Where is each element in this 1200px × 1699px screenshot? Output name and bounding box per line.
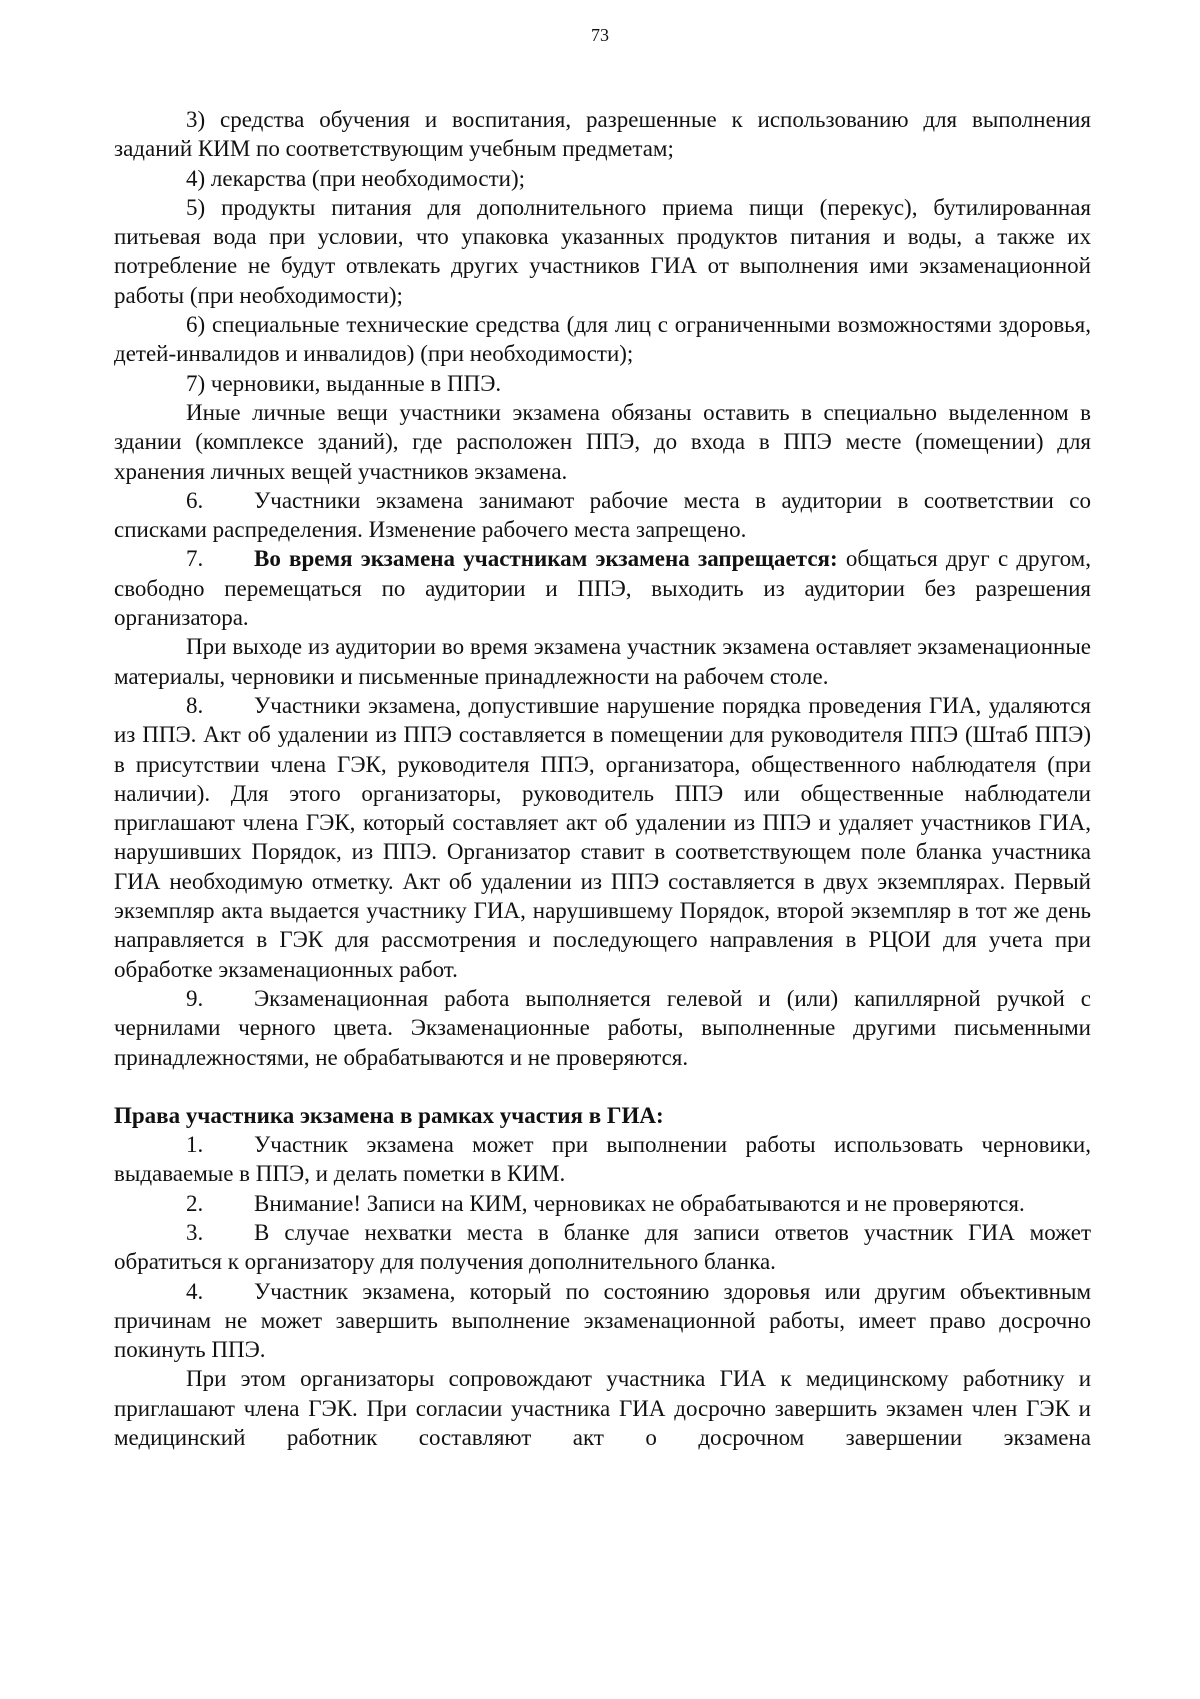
item-text: Участники экзамена занимают рабочие места в аудитории в соответствии со списками распределения. Изменение рабочего места запрещено. [114, 487, 1091, 543]
exit-note-paragraph: При выходе из аудитории во время экзамена участник экзамена оставляет экзаменационные материалы, черновики и письменные принадлежности на рабочем столе. [114, 634, 1091, 689]
final-paragraph: При этом организаторы сопровождают участника ГИА к медицинскому работнику и приглашают члена ГЭК. При согласии участника ГИА досрочно завершить экзамен член ГЭК и медицинский работник составляют акт о досрочном завершении экзамена [114, 1366, 1091, 1451]
rights-item-3 [114, 1218, 1091, 1277]
item-number: 3. [186, 1219, 204, 1245]
item-text: Экзаменационная работа выполняется гелевой и (или) капиллярной ручкой с чернилами черного цвета. Экзаменационные работы, выполненные другими письменными принадлежностями, не обрабатываются и не проверяются. [114, 985, 1091, 1070]
item-text: Участник экзамена, который по состоянию здоровья или другим объективным причинам не может завершить выполнение экзаменационной работы, имеет право досрочно покинуть ППЭ. [114, 1278, 1091, 1363]
item-number: 8. [186, 692, 204, 718]
list-item-6: 6) специальные технические средства (для лиц с ограниченными возможностями здоровья, детей-инвалидов и инвалидов) (при необходимости); [114, 312, 1091, 367]
numbered-item-9 [114, 984, 1091, 1072]
numbered-item-8 [114, 691, 1091, 984]
item-number: 1. [186, 1132, 204, 1158]
rights-item-1 [114, 1130, 1091, 1189]
item-text: общаться друг с другом, свободно перемещаться по аудитории и ППЭ, выходить из аудитории без разрешения организатора. [114, 546, 1091, 631]
list-item-4: 4) лекарства (при необходимости); [186, 165, 525, 191]
document-body [114, 105, 1091, 1452]
item-number: 9. [186, 985, 204, 1011]
item-number: 2. [186, 1190, 204, 1216]
list-item-7: 7) черновики, выданные в ППЭ. [186, 370, 502, 396]
list-item-5: 5) продукты питания для дополнительного приема пищи (перекус), бутилированная питьевая вода при условии, что упаковка указанных продуктов питания и воды, а также их потребление не будут отвлекать других участников ГИА от выполнения ими экзаменационной работы (при необходимости); [114, 194, 1091, 308]
rights-heading: Права участника экзамена в рамках участия в ГИА: [114, 1102, 664, 1128]
rights-item-2 [114, 1189, 1091, 1218]
page-number: 73 [591, 25, 609, 45]
section-spacer [114, 1072, 1091, 1101]
item-number: 7. [186, 546, 204, 572]
item-text: Участники экзамена, допустившие нарушение порядка проведения ГИА, удаляются из ППЭ. Акт об удалении из ППЭ составляется в помещении для руководителя ППЭ (Штаб ППЭ) в присутствии члена ГЭК, руководителя ППЭ, организатора, общественного наблюдателя (при наличии). Для этого организаторы, руководитель ППЭ или общественные наблюдатели приглашают члена ГЭК, который составляет акт об удалении из ППЭ и удаляет участников ГИА, нарушивших Порядок, из ППЭ. Организатор ставит в соответствующем поле бланка участника ГИА необходимую отметку. Акт об удалении из ППЭ составляется в двух экземплярах. Первый экземпляр акта выдается участнику ГИА, нарушившему Порядок, второй экземпляр в тот же день направляется в ГЭК для рассмотрения и последующего направления в РЦОИ для учета при обработке экзаменационных работ. [114, 692, 1091, 982]
item-text: Внимание! Записи на КИМ, черновиках не обрабатываются и не проверяются. [254, 1190, 1025, 1216]
item-bold-lead: Во время экзамена участникам экзамена запрещается: [254, 546, 838, 572]
item-text: В случае нехватки места в бланке для записи ответов участник ГИА может обратиться к организатору для получения дополнительного бланка. [114, 1219, 1091, 1275]
list-item-3: 3) средства обучения и воспитания, разрешенные к использованию для выполнения заданий КИМ по соответствующим учебным предметам; [114, 107, 1091, 162]
item-number: 6. [186, 487, 204, 513]
numbered-item-6 [114, 486, 1091, 545]
personal-items-paragraph: Иные личные вещи участники экзамена обязаны оставить в специально выделенном в здании (комплексе зданий), где расположен ППЭ, до входа в ППЭ месте (помещении) для хранения личных вещей участников экзамена. [114, 399, 1091, 484]
item-number: 4. [186, 1278, 204, 1304]
rights-item-4 [114, 1277, 1091, 1365]
item-text: Участник экзамена может при выполнении работы использовать черновики, выдаваемые в ППЭ, и делать пометки в КИМ. [114, 1132, 1091, 1187]
numbered-item-7 [114, 544, 1091, 632]
